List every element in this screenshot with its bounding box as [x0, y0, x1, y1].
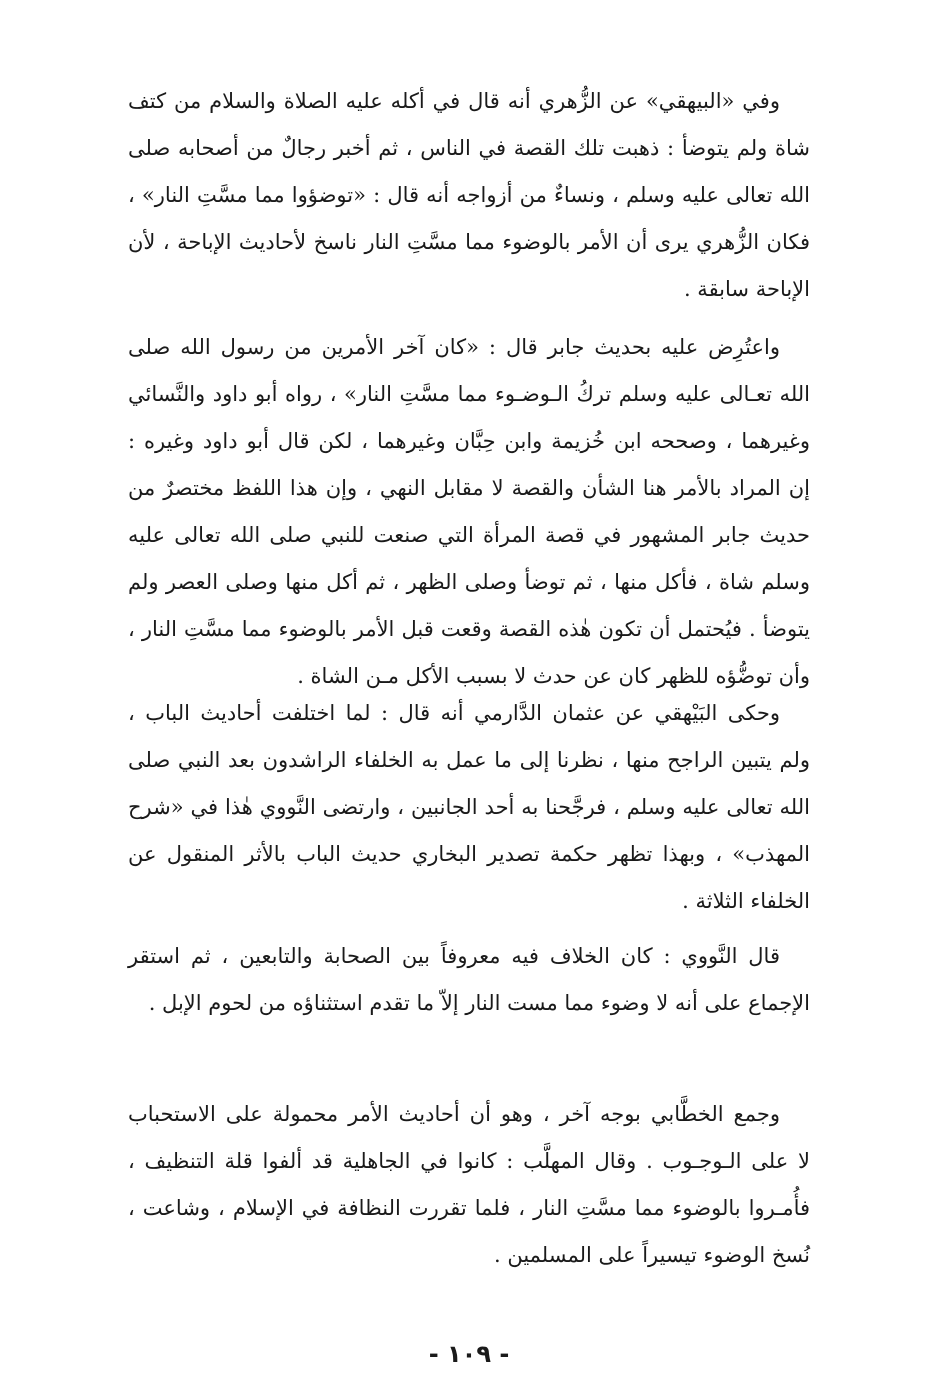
- text-line: واعتُرِض عليه بحديث جابر قال : «كان آخر الأمرين من رسول الله صلى: [128, 335, 780, 359]
- text-line: وفي «البيهقي» عن الزُّهري أنه قال في أكله عليه الصلاة والسلام من كتف: [128, 89, 780, 113]
- text-line: الله تعالى عليه وسلم ، فرجَّحنا به أحد الجانبين ، وارتضى النَّووي هٰذا في «شرح: [128, 795, 810, 819]
- text-line: إن المراد بالأمر هنا الشأن والقصة لا مقابل النهي ، وإن هذا اللفظ مختصرٌ من: [128, 476, 810, 500]
- paragraph-3: [128, 690, 810, 925]
- text-line: فكان الزُّهري يرى أن الأمر بالوضوء مما مسَّتِ النار ناسخ لأحاديث الإباحة ، لأن: [128, 230, 810, 254]
- text-line: شاة ولم يتوضأ : ذهبت تلك القصة في الناس ، ثم أخبر رجالٌ من أصحابه صلى: [128, 136, 810, 160]
- text-line: قال النَّووي : كان الخلاف فيه معروفاً بين الصحابة والتابعين ، ثم استقر: [128, 944, 780, 968]
- text-line: وحكى البَيْهقي عن عثمان الدَّارمي أنه قال : لما اختلفت أحاديث الباب ،: [128, 701, 780, 725]
- paragraph-5: [128, 1091, 810, 1279]
- text-line: نُسخ الوضوء تيسيراً على المسلمين .: [493, 1243, 810, 1267]
- text-line: فأُمـروا بالوضوء مما مسَّتِ النار ، فلما تقررت النظافة في الإسلام ، وشاعت ،: [128, 1196, 810, 1220]
- text-line: وغيرهما ، وصححه ابن خُزيمة وابن حِبَّان وغيرهما ، لكن قال أبو داود وغيره :: [128, 429, 810, 453]
- text-line: وأن توضُّؤه للظهر كان عن حدث لا بسبب الأكل مـن الشاة .: [297, 664, 810, 688]
- text-line: يتوضأ . فيُحتمل أن تكون هٰذه القصة وقعت قبل الأمر بالوضوء مما مسَّتِ النار ،: [128, 617, 810, 641]
- page-number: - ١٠٩ -: [428, 1340, 510, 1368]
- text-line: حديث جابر المشهور في قصة المرأة التي صنعت للنبي صلى الله تعالى عليه: [128, 523, 810, 547]
- text-line: وسلم شاة ، فأكل منها ، ثم توضأ وصلى الظهر ، ثم أكل منها وصلى العصر ولم: [128, 570, 810, 594]
- paragraph-4: [128, 933, 810, 1027]
- paragraph-1: [128, 78, 810, 313]
- paragraph-2: [128, 324, 810, 700]
- text-line: الخلفاء الثلاثة .: [682, 889, 810, 913]
- text-line: لا على الـوجـوب . وقال المهلَّب : كانوا في الجاهلية قد ألفوا قلة التنظيف ،: [128, 1149, 810, 1173]
- text-line: وجمع الخطَّابي بوجه آخر ، وهو أن أحاديث الأمر محمولة على الاستحباب: [128, 1102, 780, 1126]
- text-line: الإجماع على أنه لا وضوء مما مست النار إلاّ ما تقدم استثناؤه من لحوم الإبل .: [148, 991, 810, 1015]
- page-body: [128, 78, 810, 1368]
- text-line: الله تعالى عليه وسلم ، ونساءٌ من أزواجه أنه قال : «توضؤوا مما مسَّتِ النار» ،: [128, 183, 810, 207]
- text-line: الإباحة سابقة .: [683, 277, 810, 301]
- text-line: ولم يتبين الراجح منها ، نظرنا إلى ما عمل به الخلفاء الراشدون بعد النبي صلى: [128, 748, 810, 772]
- text-line: المهذب» ، وبهذا تظهر حكمة تصدير البخاري حديث الباب بالأثر المنقول عن: [128, 842, 810, 866]
- text-line: الله تعـالى عليه وسلم تركُ الـوضـوء مما مسَّتِ النار» ، رواه أبو داود والنَّسائي: [128, 382, 810, 406]
